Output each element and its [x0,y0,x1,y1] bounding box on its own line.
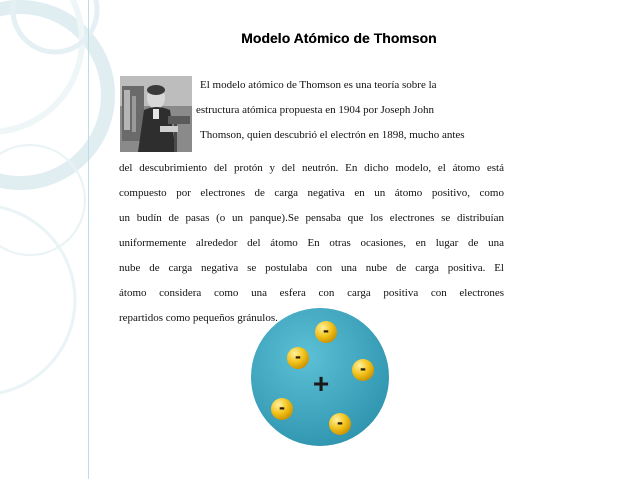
body-line: compuesto por electrones de carga negativa en un átomo positivo, como [119,187,504,199]
electron-sign: - [323,320,329,340]
sidebar-divider [88,0,89,479]
body-line: átomo considera como una esfera con carga positiva con electrones [119,287,504,299]
thomson-portrait [120,76,192,152]
electron-sign: - [337,412,343,432]
intro-line-3: Thomson, quien descubrió el electrón en 1898, mucho antes [200,129,465,141]
body-line: repartidos como pequeños gránulos. [119,312,278,324]
body-line: uniformemente alrededor del átomo En otras ocasiones, en lugar de una [119,237,504,249]
body-line: del descubrimiento del protón y del neutrón. En dicho modelo, el átomo está [119,162,504,174]
body-line: nube de carga negativa se postulaba con una nube de carga positiva. El [119,262,504,274]
body-paragraph [119,156,504,331]
intro-line-2: estructura atómica propuesta en 1904 por Joseph John [196,104,434,116]
electron-sign: - [360,358,366,378]
electron-sign: - [279,397,285,417]
nucleus-positive-sign: + [312,368,330,399]
thomson-atom-diagram [250,306,390,448]
intro-line-1: El modelo atómico de Thomson es una teoría sobre la [200,79,437,91]
electron-sign: - [295,346,301,366]
body-line: un budín de pasas (o un panque).Se pensaba que los electrones se distribuían [119,212,504,224]
slide-title: Modelo Atómico de Thomson [241,30,437,46]
